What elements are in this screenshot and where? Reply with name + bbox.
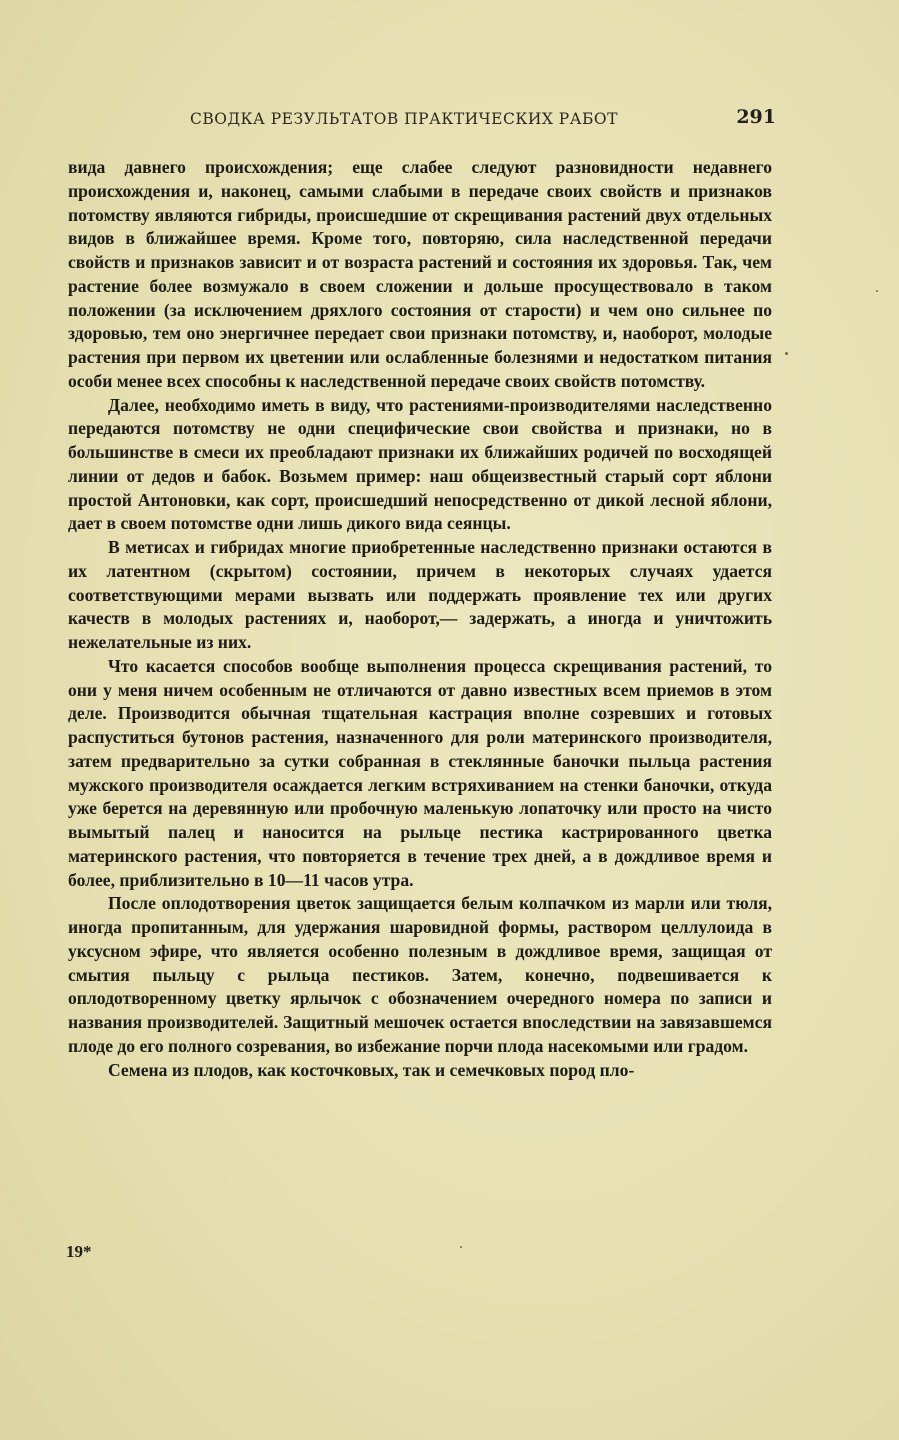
paragraph: Что касается способов вообще выполнения процесса скрещивания растений, то они у меня ничем особенным не отличаются от давно известных всем приемов в этом деле. Производится обычная тщательная кастрация вполне созревших и готовых распуститься бутонов растения, назначенного для роли материнского производителя, затем предварительно за сутки собранная в стеклянные баночки пыльца растения мужского производителя осаждается легким встряхиванием на стенки баночки, откуда уже берется на деревянную или пробочную маленькую лопаточку или просто на чисто вымытый палец и наносится на рыльце пестика кастрированного цветка материнского растения, что повторяется в течение трех дней, а в дождливое время и более, приблизительно в 10—11 часов утра. [68, 655, 772, 890]
paper-speck [460, 1246, 462, 1248]
printer-signature: 19* [66, 1242, 92, 1261]
paragraph-continues: Семена из плодов, как косточковых, так и семечковых пород пло- [108, 1059, 635, 1080]
paragraph: В метисах и гибридах многие приобретенные наследственно признаки остаются в их латентном (скрытом) состоянии, причем в некоторых случаях удается соответствующими мерами вызвать или поддержать проявление тех или других качеств в молодых растениях и, наоборот,— задержать, а иногда и уничтожить нежелательные из них. [68, 537, 772, 652]
body-text [68, 156, 772, 1082]
paper-speck [876, 290, 878, 292]
running-head: СВОДКА РЕЗУЛЬТАТОВ ПРАКТИЧЕСКИХ РАБОТ [190, 110, 618, 128]
paragraph-continued: вида давнего происхождения; еще слабее следуют разновидности недавнего происхождения и, наконец, самыми слабыми в передаче своих свойств и признаков потомству являются гибриды, происшедшие от скрещивания растений двух отдельных видов в ближайшее время. Кроме того, повторяю, сила наследственной передачи свойств и признаков зависит и от возраста растений и состояния их здоровья. Так, чем растение более возмужало в своем сложении и дольше просуществовало в таком положении (за исключением дряхлого состояния от старости) и чем оно сильнее по здоровью, тем оно энергичнее передает свои признаки потомству, и, наоборот, молодые растения при первом их цветении или ослабленные болезнями и недостатком питания особи менее всех способны к наследственной передаче своих свойств потомству. [68, 157, 772, 391]
paragraph: После оплодотворения цветок защищается белым колпачком из марли или тюля, иногда пропитанным, для удержания шаровидной формы, раствором целлулоида в уксусном эфире, что является особенно полезным в дождливое время, защищая от смытия пыльцу с рыльца пестиков. Затем, конечно, подвешивается к оплодотворенному цветку ярлычок с обозначением очередного номера по записи и названия производителей. Защитный мешочек остается впоследствии на завязавшемся плоде до его полного созревания, во избежание порчи плода насекомыми или градом. [68, 893, 772, 1056]
paper-speck [785, 352, 788, 355]
page-number: 291 [736, 106, 776, 128]
paragraph: Далее, необходимо иметь в виду, что растениями-производителями наследственно передаются потомству не одни специфические свои свойства и признаки, но в большинстве в смеси их преобладают признаки их ближайших родичей по восходящей линии от дедов и бабок. Возьмем пример: наш общеизвестный старый сорт яблони простой Антоновки, как сорт, происшедший непосредственно от дикой лесной яблони, дает в своем потомстве одни лишь дикого вида сеянцы. [68, 394, 772, 534]
page-header [68, 106, 776, 134]
